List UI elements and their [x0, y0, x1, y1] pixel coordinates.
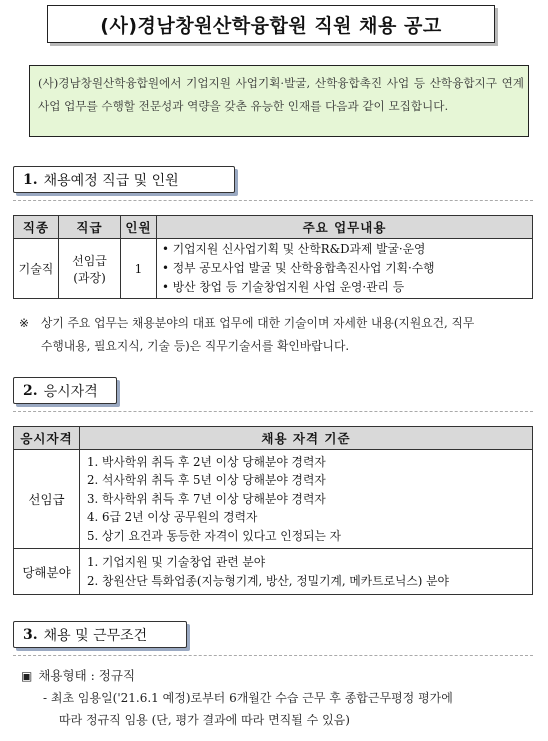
list-item: • 방산 창업 등 기술창업지원 사업 운영·관리 등: [162, 278, 531, 297]
intro-text: (사)경남창원산학융합원에서 기업지원 사업기획·발굴, 산학융합촉진 사업 등 산학융합지구 연계사업 업무를 수행할 전문성과 역량을 갖춘 유능한 인재를 다음과 같이 모집합니다.: [29, 65, 529, 137]
list-item: 1. 기업지원 및 기술창업 관련 분야: [87, 555, 266, 569]
section-heading-2: [13, 377, 117, 404]
dash-icon: -: [43, 691, 48, 705]
criteria-cell: [80, 549, 533, 595]
square-bullet-icon: ▣: [21, 669, 33, 683]
section-title: 채용예정 직급 및 인원: [43, 172, 179, 189]
list-item: 4. 6급 2년 이상 공무원의 경력자: [87, 510, 258, 525]
header-count: 인원: [121, 216, 157, 239]
positions-table: [13, 215, 533, 299]
table-row: [14, 450, 533, 549]
header-criteria: 채용 자격 기준: [80, 427, 533, 450]
list-item: • 기업지원 신사업기획 및 산학R&D과제 발굴·운영: [162, 240, 531, 259]
grade-line: 선임급: [72, 253, 107, 268]
condition-sub-text: 따라 정규직 임용 (단, 평가 결과에 따라 면직될 수 있음): [59, 713, 350, 727]
section-title: 채용 및 근무조건: [43, 627, 148, 644]
condition-item: [21, 665, 453, 687]
note-mark: ※: [19, 316, 29, 330]
grade-line: (과장): [73, 270, 106, 285]
section-number: 1.: [23, 171, 38, 188]
list-item: 2. 석사학위 취득 후 5년 이상 당해분야 경력자: [87, 473, 326, 488]
section-number: 2.: [23, 382, 38, 399]
conditions: [21, 665, 453, 731]
condition-text: 채용형태 : 정규직: [38, 668, 136, 683]
header-job-type: 직종: [14, 216, 59, 239]
qualification-label: 당해분야: [14, 549, 80, 595]
condition-sub-text: 최초 임용일('21.6.1 예정)로부터 6개월간 수습 근무 후 종합근무평정 평가에: [50, 691, 453, 705]
note: [19, 312, 534, 358]
list-item: 1. 박사학위 취득 후 2년 이상 당해분야 경력자: [87, 454, 326, 469]
header-grade: 직급: [59, 216, 121, 239]
section-divider: [13, 655, 533, 656]
note-line: 수행내용, 필요지식, 기술 등)은 직무기술서를 확인바랍니다.: [41, 339, 350, 353]
duties-cell: [157, 239, 533, 299]
list-item: • 정부 공모사업 발굴 및 산학융합촉진사업 기획·수행: [162, 259, 531, 278]
criteria-cell: [80, 450, 533, 549]
table-row: [14, 549, 533, 595]
count-cell: 1: [121, 239, 157, 299]
section-divider: [13, 411, 533, 412]
grade-cell: [59, 239, 121, 299]
condition-sub-item: [21, 687, 453, 709]
job-type-cell: 기술직: [14, 239, 59, 299]
header-duties: 주요 업무내용: [157, 216, 533, 239]
list-item: 3. 학사학위 취득 후 7년 이상 당해분야 경력자: [87, 491, 326, 506]
section-heading-3: [13, 621, 187, 648]
qualifications-table: [13, 426, 533, 595]
table-header-row: [14, 427, 533, 450]
list-item: 5. 상기 요건과 동등한 자격이 있다고 인정되는 자: [87, 528, 342, 543]
section-title: 응시자격: [43, 383, 98, 400]
list-item: 2. 창원산단 특화업종(지능형기계, 방산, 정밀기계, 메카트로닉스) 분야: [87, 573, 449, 588]
header-qualification: 응시자격: [14, 427, 80, 450]
section-number: 3.: [23, 626, 38, 643]
section-divider: [13, 200, 533, 201]
note-line: 상기 주요 업무는 채용분야의 대표 업무에 대한 기술이며 자세한 내용(지원요건, 직무: [41, 316, 475, 330]
section-heading-1: [13, 166, 235, 193]
qualification-label: 선임급: [14, 450, 80, 549]
table-header-row: [14, 216, 533, 239]
table-row: [14, 239, 533, 299]
page-title: (사)경남창원산학융합원 직원 채용 공고: [47, 5, 495, 43]
